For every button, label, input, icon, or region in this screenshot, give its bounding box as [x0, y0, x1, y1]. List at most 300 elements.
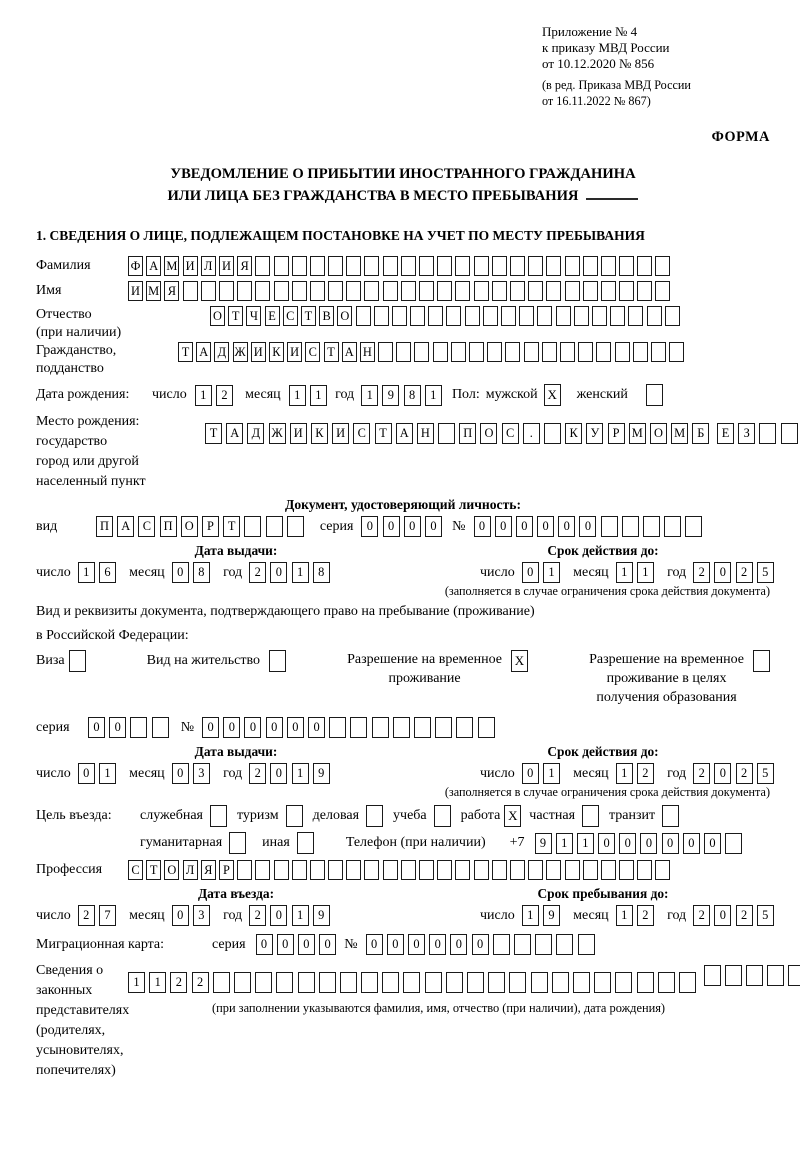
char-box[interactable] — [446, 972, 463, 993]
char-box[interactable]: А — [146, 256, 161, 276]
purpose-business-checkbox[interactable] — [366, 805, 383, 827]
char-box[interactable] — [455, 281, 470, 301]
char-box[interactable] — [528, 256, 543, 276]
char-box[interactable]: 0 — [474, 516, 491, 537]
char-box[interactable]: А — [117, 516, 134, 537]
char-box[interactable] — [492, 281, 507, 301]
char-box[interactable] — [664, 516, 681, 537]
char-box[interactable] — [437, 281, 452, 301]
char-box[interactable]: 3 — [193, 763, 210, 784]
char-box[interactable] — [474, 860, 489, 880]
char-box[interactable] — [410, 306, 425, 326]
char-box[interactable] — [546, 860, 561, 880]
char-box[interactable]: 2 — [192, 972, 209, 993]
char-box[interactable] — [219, 281, 234, 301]
char-box[interactable]: 5 — [757, 763, 774, 784]
char-box[interactable] — [633, 342, 648, 362]
char-box[interactable]: 2 — [170, 972, 187, 993]
char-box[interactable] — [255, 972, 272, 993]
char-box[interactable] — [446, 306, 461, 326]
char-box[interactable] — [574, 306, 589, 326]
char-box[interactable]: 0 — [366, 934, 383, 955]
char-box[interactable] — [350, 717, 367, 738]
char-box[interactable] — [492, 860, 507, 880]
char-box[interactable] — [669, 342, 684, 362]
char-box[interactable] — [469, 342, 484, 362]
char-box[interactable]: Т — [324, 342, 339, 362]
char-box[interactable]: 0 — [266, 717, 283, 738]
char-box[interactable]: 2 — [637, 905, 654, 926]
char-box[interactable] — [438, 423, 455, 444]
char-box[interactable]: К — [565, 423, 582, 444]
char-box[interactable] — [474, 256, 489, 276]
char-box[interactable] — [725, 833, 742, 854]
char-box[interactable] — [403, 972, 420, 993]
char-box[interactable] — [346, 256, 361, 276]
char-box[interactable]: 2 — [736, 905, 753, 926]
char-box[interactable] — [152, 717, 169, 738]
char-box[interactable] — [619, 256, 634, 276]
char-box[interactable]: 0 — [202, 717, 219, 738]
char-box[interactable] — [393, 717, 410, 738]
char-box[interactable]: 1 — [289, 385, 306, 406]
purpose-transit-checkbox[interactable] — [662, 805, 679, 827]
char-box[interactable]: 0 — [88, 717, 105, 738]
char-box[interactable] — [622, 516, 639, 537]
char-box[interactable] — [552, 972, 569, 993]
char-box[interactable] — [378, 342, 393, 362]
char-box[interactable] — [509, 972, 526, 993]
char-box[interactable] — [383, 860, 398, 880]
char-box[interactable] — [340, 972, 357, 993]
char-box[interactable] — [201, 281, 216, 301]
char-box[interactable]: 2 — [249, 763, 266, 784]
char-box[interactable]: Л — [183, 860, 198, 880]
char-box[interactable]: С — [138, 516, 155, 537]
char-box[interactable]: И — [183, 256, 198, 276]
char-box[interactable] — [592, 306, 607, 326]
char-box[interactable]: 5 — [757, 562, 774, 583]
char-box[interactable] — [601, 281, 616, 301]
char-box[interactable]: 9 — [382, 385, 399, 406]
char-box[interactable] — [437, 256, 452, 276]
char-box[interactable] — [759, 423, 776, 444]
char-box[interactable]: 0 — [408, 934, 425, 955]
char-box[interactable] — [346, 860, 361, 880]
char-box[interactable] — [328, 281, 343, 301]
char-box[interactable] — [637, 281, 652, 301]
char-box[interactable] — [565, 860, 580, 880]
char-box[interactable]: И — [128, 281, 143, 301]
char-box[interactable]: И — [251, 342, 266, 362]
char-box[interactable] — [583, 256, 598, 276]
char-box[interactable]: 0 — [244, 717, 261, 738]
char-box[interactable] — [292, 256, 307, 276]
char-box[interactable]: 0 — [714, 562, 731, 583]
char-box[interactable] — [594, 972, 611, 993]
char-box[interactable]: О — [181, 516, 198, 537]
char-box[interactable] — [396, 342, 411, 362]
char-box[interactable]: 5 — [757, 905, 774, 926]
char-box[interactable]: П — [459, 423, 476, 444]
char-box[interactable]: Р — [608, 423, 625, 444]
char-box[interactable] — [364, 281, 379, 301]
purpose-study-checkbox[interactable] — [434, 805, 451, 827]
char-box[interactable]: 0 — [516, 516, 533, 537]
char-box[interactable] — [704, 965, 721, 986]
char-box[interactable]: 2 — [693, 562, 710, 583]
char-box[interactable]: 9 — [313, 905, 330, 926]
char-box[interactable] — [596, 342, 611, 362]
char-box[interactable] — [467, 972, 484, 993]
char-box[interactable]: 1 — [128, 972, 145, 993]
char-box[interactable] — [637, 972, 654, 993]
char-box[interactable]: 1 — [577, 833, 594, 854]
char-box[interactable] — [542, 342, 557, 362]
char-box[interactable]: М — [671, 423, 688, 444]
char-box[interactable] — [578, 934, 595, 955]
char-box[interactable] — [310, 256, 325, 276]
char-box[interactable] — [255, 860, 270, 880]
char-box[interactable] — [419, 281, 434, 301]
char-box[interactable]: С — [353, 423, 370, 444]
char-box[interactable] — [615, 342, 630, 362]
char-box[interactable]: О — [480, 423, 497, 444]
char-box[interactable]: 1 — [292, 562, 309, 583]
char-box[interactable]: 0 — [495, 516, 512, 537]
char-box[interactable]: 2 — [249, 562, 266, 583]
char-box[interactable] — [361, 972, 378, 993]
char-box[interactable]: 0 — [714, 905, 731, 926]
char-box[interactable]: 1 — [292, 905, 309, 926]
char-box[interactable]: Д — [247, 423, 264, 444]
char-box[interactable]: 8 — [313, 562, 330, 583]
char-box[interactable] — [788, 965, 800, 986]
char-box[interactable]: 9 — [543, 905, 560, 926]
char-box[interactable]: 0 — [109, 717, 126, 738]
char-box[interactable] — [234, 972, 251, 993]
char-box[interactable]: М — [164, 256, 179, 276]
char-box[interactable] — [628, 306, 643, 326]
char-box[interactable]: 2 — [216, 385, 233, 406]
char-box[interactable] — [655, 256, 670, 276]
char-box[interactable]: 2 — [693, 905, 710, 926]
char-box[interactable]: Е — [265, 306, 280, 326]
char-box[interactable]: 0 — [298, 934, 315, 955]
char-box[interactable]: 1 — [522, 905, 539, 926]
char-box[interactable] — [655, 281, 670, 301]
char-box[interactable]: 7 — [99, 905, 116, 926]
char-box[interactable] — [531, 972, 548, 993]
char-box[interactable]: 1 — [637, 562, 654, 583]
char-box[interactable]: С — [305, 342, 320, 362]
char-box[interactable]: С — [502, 423, 519, 444]
char-box[interactable] — [266, 516, 283, 537]
char-box[interactable]: 0 — [704, 833, 721, 854]
char-box[interactable] — [510, 256, 525, 276]
char-box[interactable] — [647, 306, 662, 326]
char-box[interactable] — [583, 281, 598, 301]
char-box[interactable] — [329, 717, 346, 738]
char-box[interactable]: 0 — [387, 934, 404, 955]
char-box[interactable]: И — [332, 423, 349, 444]
char-box[interactable]: С — [128, 860, 143, 880]
char-box[interactable]: С — [283, 306, 298, 326]
char-box[interactable]: М — [629, 423, 646, 444]
edu-residence-permit-checkbox[interactable] — [753, 650, 770, 672]
char-box[interactable]: 0 — [319, 934, 336, 955]
char-box[interactable]: 3 — [193, 905, 210, 926]
char-box[interactable] — [492, 256, 507, 276]
char-box[interactable]: 1 — [556, 833, 573, 854]
char-box[interactable] — [510, 860, 525, 880]
char-box[interactable] — [356, 306, 371, 326]
char-box[interactable]: И — [219, 256, 234, 276]
char-box[interactable]: 2 — [693, 763, 710, 784]
char-box[interactable] — [374, 306, 389, 326]
char-box[interactable]: 0 — [172, 562, 189, 583]
char-box[interactable]: М — [146, 281, 161, 301]
char-box[interactable]: Н — [360, 342, 375, 362]
char-box[interactable] — [528, 860, 543, 880]
char-box[interactable]: Т — [146, 860, 161, 880]
char-box[interactable] — [658, 972, 675, 993]
char-box[interactable] — [556, 934, 573, 955]
char-box[interactable]: 0 — [522, 763, 539, 784]
char-box[interactable] — [401, 281, 416, 301]
char-box[interactable] — [433, 342, 448, 362]
char-box[interactable] — [665, 306, 680, 326]
char-box[interactable] — [537, 306, 552, 326]
char-box[interactable] — [392, 306, 407, 326]
char-box[interactable]: З — [738, 423, 755, 444]
char-box[interactable] — [401, 860, 416, 880]
char-box[interactable] — [505, 342, 520, 362]
char-box[interactable] — [556, 306, 571, 326]
char-box[interactable]: А — [342, 342, 357, 362]
char-box[interactable] — [465, 306, 480, 326]
char-box[interactable]: 0 — [522, 562, 539, 583]
char-box[interactable]: 2 — [736, 763, 753, 784]
char-box[interactable]: 1 — [78, 562, 95, 583]
char-box[interactable]: Р — [202, 516, 219, 537]
char-box[interactable]: 0 — [172, 905, 189, 926]
char-box[interactable] — [565, 281, 580, 301]
char-box[interactable] — [528, 281, 543, 301]
char-box[interactable]: Т — [228, 306, 243, 326]
char-box[interactable]: 1 — [292, 763, 309, 784]
char-box[interactable]: 0 — [714, 763, 731, 784]
char-box[interactable] — [651, 342, 666, 362]
char-box[interactable] — [488, 972, 505, 993]
purpose-humanitarian-checkbox[interactable] — [229, 832, 246, 854]
char-box[interactable]: 8 — [404, 385, 421, 406]
char-box[interactable]: Ж — [269, 423, 286, 444]
char-box[interactable] — [237, 860, 252, 880]
char-box[interactable] — [510, 281, 525, 301]
char-box[interactable]: . — [523, 423, 540, 444]
char-box[interactable] — [255, 256, 270, 276]
char-box[interactable]: 0 — [598, 833, 615, 854]
char-box[interactable] — [637, 256, 652, 276]
char-box[interactable]: 0 — [270, 562, 287, 583]
char-box[interactable] — [560, 342, 575, 362]
char-box[interactable] — [437, 860, 452, 880]
char-box[interactable] — [578, 342, 593, 362]
char-box[interactable] — [535, 934, 552, 955]
char-box[interactable]: А — [226, 423, 243, 444]
char-box[interactable]: 9 — [535, 833, 552, 854]
char-box[interactable]: Я — [164, 281, 179, 301]
visa-checkbox[interactable] — [69, 650, 86, 672]
char-box[interactable] — [130, 717, 147, 738]
char-box[interactable] — [237, 281, 252, 301]
char-box[interactable] — [419, 256, 434, 276]
char-box[interactable] — [601, 256, 616, 276]
char-box[interactable]: А — [396, 423, 413, 444]
char-box[interactable]: Е — [717, 423, 734, 444]
char-box[interactable] — [292, 860, 307, 880]
char-box[interactable]: И — [287, 342, 302, 362]
char-box[interactable]: Ф — [128, 256, 143, 276]
char-box[interactable]: 1 — [99, 763, 116, 784]
char-box[interactable]: В — [319, 306, 334, 326]
char-box[interactable]: 1 — [425, 385, 442, 406]
char-box[interactable]: 2 — [736, 562, 753, 583]
char-box[interactable] — [298, 972, 315, 993]
char-box[interactable]: Т — [178, 342, 193, 362]
char-box[interactable] — [213, 972, 230, 993]
char-box[interactable] — [546, 256, 561, 276]
char-box[interactable] — [483, 306, 498, 326]
char-box[interactable] — [383, 256, 398, 276]
char-box[interactable] — [455, 256, 470, 276]
char-box[interactable] — [544, 423, 561, 444]
char-box[interactable]: 9 — [313, 763, 330, 784]
char-box[interactable] — [524, 342, 539, 362]
sex-female-checkbox[interactable] — [646, 384, 663, 406]
purpose-tourism-checkbox[interactable] — [286, 805, 303, 827]
char-box[interactable]: 1 — [310, 385, 327, 406]
char-box[interactable] — [637, 860, 652, 880]
char-box[interactable]: 6 — [99, 562, 116, 583]
char-box[interactable] — [655, 860, 670, 880]
char-box[interactable] — [382, 972, 399, 993]
char-box[interactable]: Д — [214, 342, 229, 362]
char-box[interactable] — [546, 281, 561, 301]
char-box[interactable] — [643, 516, 660, 537]
purpose-work-checkbox[interactable]: X — [504, 805, 521, 827]
char-box[interactable] — [310, 860, 325, 880]
char-box[interactable] — [601, 516, 618, 537]
char-box[interactable]: 0 — [450, 934, 467, 955]
char-box[interactable]: О — [210, 306, 225, 326]
char-box[interactable] — [685, 516, 702, 537]
char-box[interactable]: О — [337, 306, 352, 326]
char-box[interactable] — [383, 281, 398, 301]
char-box[interactable] — [428, 306, 443, 326]
char-box[interactable]: Т — [375, 423, 392, 444]
char-box[interactable] — [364, 860, 379, 880]
char-box[interactable]: П — [160, 516, 177, 537]
char-box[interactable] — [244, 516, 261, 537]
char-box[interactable]: 0 — [640, 833, 657, 854]
char-box[interactable]: О — [650, 423, 667, 444]
char-box[interactable] — [493, 934, 510, 955]
char-box[interactable] — [583, 860, 598, 880]
char-box[interactable]: Я — [201, 860, 216, 880]
char-box[interactable]: Т — [205, 423, 222, 444]
char-box[interactable]: И — [290, 423, 307, 444]
char-box[interactable]: Б — [692, 423, 709, 444]
char-box[interactable] — [501, 306, 516, 326]
char-box[interactable] — [425, 972, 442, 993]
char-box[interactable]: О — [164, 860, 179, 880]
char-box[interactable]: 1 — [149, 972, 166, 993]
char-box[interactable]: 2 — [78, 905, 95, 926]
char-box[interactable] — [451, 342, 466, 362]
purpose-other-checkbox[interactable] — [297, 832, 314, 854]
char-box[interactable]: 0 — [472, 934, 489, 955]
char-box[interactable]: 0 — [425, 516, 442, 537]
char-box[interactable]: 0 — [558, 516, 575, 537]
char-box[interactable]: 0 — [537, 516, 554, 537]
char-box[interactable]: 2 — [637, 763, 654, 784]
char-box[interactable]: 1 — [543, 562, 560, 583]
char-box[interactable] — [401, 256, 416, 276]
char-box[interactable] — [419, 860, 434, 880]
char-box[interactable]: 0 — [429, 934, 446, 955]
char-box[interactable]: А — [196, 342, 211, 362]
char-box[interactable]: 0 — [223, 717, 240, 738]
char-box[interactable]: Н — [417, 423, 434, 444]
char-box[interactable] — [746, 965, 763, 986]
residence-permit-checkbox[interactable] — [269, 650, 286, 672]
char-box[interactable]: 0 — [78, 763, 95, 784]
char-box[interactable] — [565, 256, 580, 276]
char-box[interactable]: 0 — [287, 717, 304, 738]
char-box[interactable]: 0 — [172, 763, 189, 784]
char-box[interactable]: 1 — [616, 905, 633, 926]
purpose-official-checkbox[interactable] — [210, 805, 227, 827]
char-box[interactable] — [274, 860, 289, 880]
char-box[interactable] — [601, 860, 616, 880]
char-box[interactable] — [274, 256, 289, 276]
char-box[interactable] — [619, 281, 634, 301]
char-box[interactable]: 8 — [193, 562, 210, 583]
char-box[interactable] — [781, 423, 798, 444]
char-box[interactable]: 0 — [662, 833, 679, 854]
char-box[interactable] — [414, 342, 429, 362]
char-box[interactable] — [183, 281, 198, 301]
char-box[interactable]: Ж — [233, 342, 248, 362]
char-box[interactable] — [474, 281, 489, 301]
char-box[interactable]: 0 — [383, 516, 400, 537]
char-box[interactable]: Р — [219, 860, 234, 880]
char-box[interactable]: К — [311, 423, 328, 444]
char-box[interactable] — [573, 972, 590, 993]
char-box[interactable] — [328, 860, 343, 880]
char-box[interactable]: 0 — [404, 516, 421, 537]
char-box[interactable]: 1 — [543, 763, 560, 784]
char-box[interactable]: 2 — [249, 905, 266, 926]
char-box[interactable]: П — [96, 516, 113, 537]
char-box[interactable] — [276, 972, 293, 993]
char-box[interactable] — [615, 972, 632, 993]
char-box[interactable] — [610, 306, 625, 326]
char-box[interactable]: У — [586, 423, 603, 444]
char-box[interactable] — [725, 965, 742, 986]
